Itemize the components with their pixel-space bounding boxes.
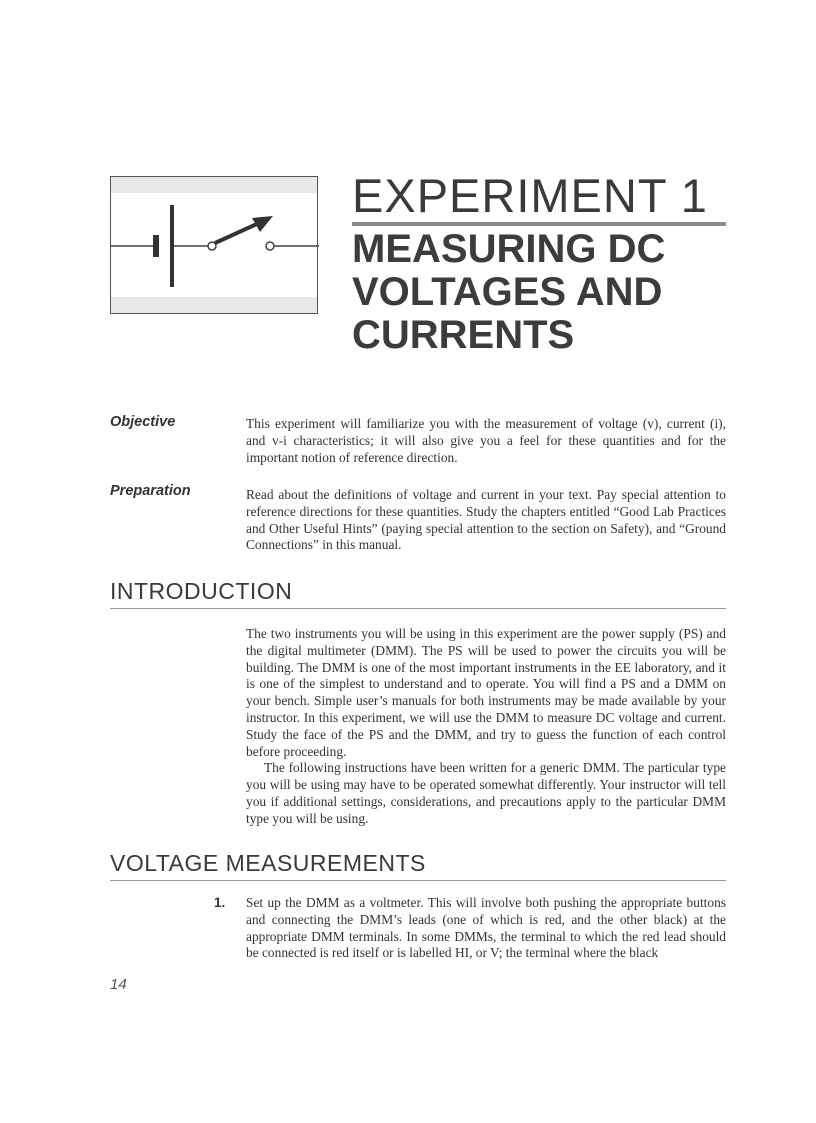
subtitle-line: MEASURING DC	[352, 227, 666, 271]
introduction-text	[246, 626, 726, 828]
introduction-paragraph: The two instruments you will be using in this experiment are the power supply (PS) and the digital multimeter (DMM). The PS will be used to power the circuits you will be building. The DMM is one of the most important instruments in the EE laboratory, and it is one of the simplest to understand and to operate. You will find a PS and a DMM on your bench. Simple user’s manuals for both instruments may be made available by your instructor. In this experiment, we will use the DMM to measure DC voltage and current. Study the face of the PS and the DMM, and try to guess the function of each control before proceeding.	[246, 626, 726, 759]
preparation-paragraph: Read about the definitions of voltage and current in your text. Pay special attention to reference directions for these quantities. Study the chapters entitled “Good Lab Practices and Other Useful Hints” (paying special attention to the section on Safety), and “Ground Connections” in this manual.	[246, 487, 726, 553]
subtitle-line: CURRENTS	[352, 313, 575, 357]
introduction-heading: INTRODUCTION	[110, 578, 293, 604]
voltage-measurements-heading: VOLTAGE MEASUREMENTS	[110, 850, 426, 876]
subtitle-line: VOLTAGES AND	[352, 270, 663, 314]
preparation-label: Preparation	[110, 483, 191, 499]
experiment-subtitle	[352, 228, 665, 357]
page-number: 14	[110, 976, 127, 993]
experiment-title: EXPERIMENT 1	[352, 169, 708, 222]
list-item-number: 1.	[214, 895, 226, 910]
objective-paragraph: This experiment will familiarize you with the measurement of voltage (v), current (i), and v-i characteristics; it will also give you a feel for these quantities and for the important notion of reference direction.	[246, 416, 726, 465]
battery-switch-circuit-icon	[111, 177, 319, 315]
introduction-rule	[110, 608, 726, 609]
list-item-text	[246, 895, 726, 962]
objective-text	[246, 416, 726, 466]
title-divider	[352, 222, 726, 226]
list-item-paragraph: Set up the DMM as a voltmeter. This will involve both pushing the appropriate buttons and connecting the DMM’s leads (one of which is red, and the other black) at the appropriate DMM terminals. In some DMMs, the terminal to which the red lead should be connected is red itself or is labelled HI, or V; the terminal where the black	[246, 895, 726, 961]
objective-label: Objective	[110, 414, 176, 430]
chapter-logo-figure	[110, 176, 318, 314]
voltage-measurements-rule	[110, 880, 726, 881]
preparation-text	[246, 487, 726, 554]
introduction-paragraph: The following instructions have been written for a generic DMM. The particular type you will be using may have to be operated somewhat differently. Your instructor will tell you if additional settings, considerations, and precautions apply to the particular DMM type you will be using.	[246, 760, 726, 826]
